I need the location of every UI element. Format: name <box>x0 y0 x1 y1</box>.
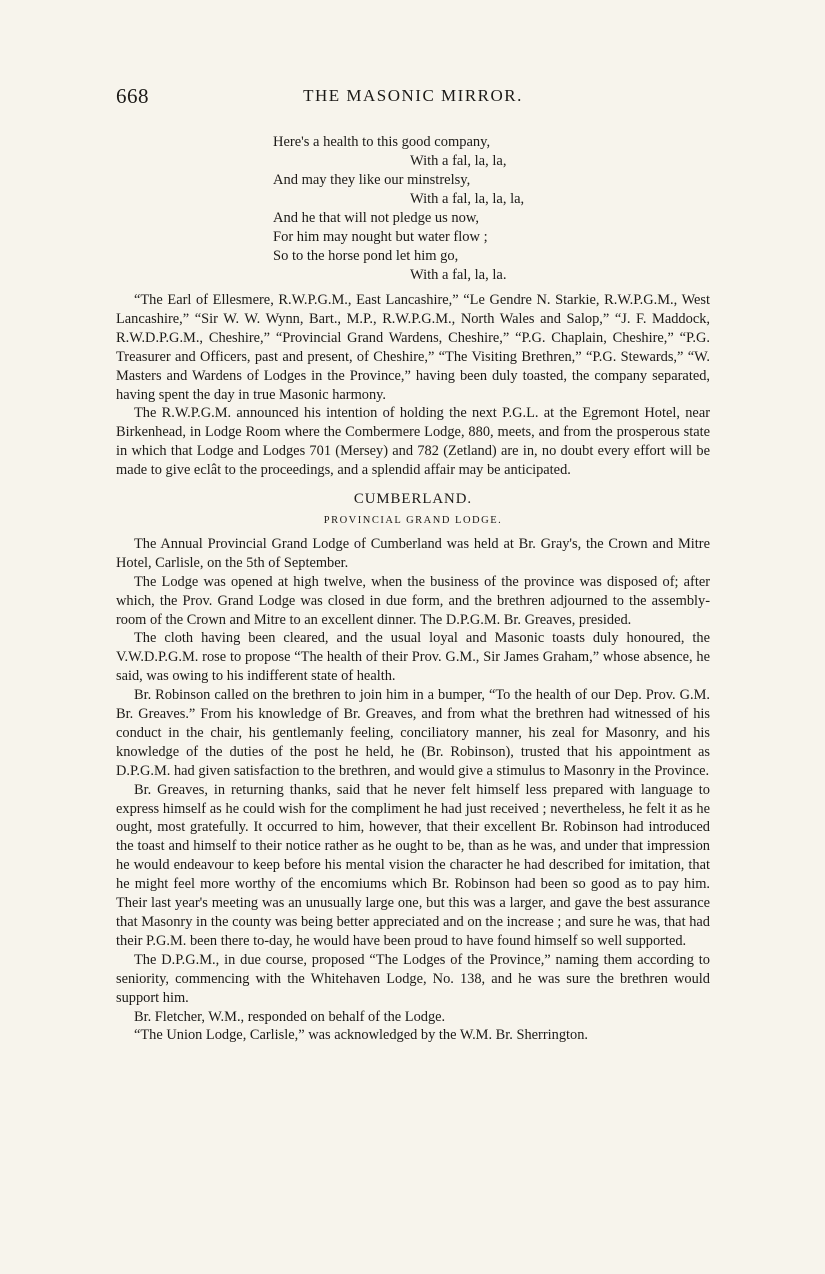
section-subheading: PROVINCIAL GRAND LODGE. <box>323 514 503 526</box>
page-header <box>116 84 710 114</box>
poem-line: So to the horse pond let him go, <box>273 248 459 264</box>
paragraph: Br. Greaves, in returning thanks, said that he never felt himself less prepared with language to express himself as he could wish for the compliment he had just received ; nevertheless, he felt it as he ought, most gratefully. It occurred to him, however, that their excellent Br. Robinson had introduced the toast and himself to their notice rather as he ought to be, than as he was, and under that impression he would endeavour to keep before his mental vision the character he had described for imitation, that he might feel more worthy of the encomiums which Br. Robinson had been so good as to pay him. Their last year's meeting was an unusually large one, but this was a larger, and gave the best assurance that Masonry in the county was being better appreciated and on the increase ; and sure he was, that had their P.G.M. been there to-day, he would have been proud to have found himself so well supported. <box>116 781 710 949</box>
poem-line: With a fal, la, la, la, <box>410 191 525 207</box>
poem-line: Here's a health to this good company, <box>273 134 491 150</box>
paragraph: The D.P.G.M., in due course, proposed “The Lodges of the Province,” naming them according to seniority, commencing with the Whitehaven Lodge, No. 138, and he was sure the brethren would support him. <box>116 951 710 1006</box>
paragraph: Br. Fletcher, W.M., responded on behalf of the Lodge. <box>134 1008 446 1025</box>
page-number: 668 <box>116 84 149 108</box>
poem-line: And may they like our minstrelsy, <box>273 172 471 188</box>
paragraph: The Lodge was opened at high twelve, when the business of the province was disposed of; after which, the Prov. Grand Lodge was closed in due form, and the brethren adjourned to the assembly-room of the Crown and Mitre to an excellent dinner. The D.P.G.M. Br. Greaves, presided. <box>116 573 710 628</box>
article-body <box>116 291 710 1045</box>
running-head: THE MASONIC MIRROR. <box>303 86 523 105</box>
paragraph-toasts: “The Earl of Ellesmere, R.W.P.G.M., East Lancashire,” “Le Gendre N. Starkie, R.W.P.G.M., West Lancashire,” “Sir W. W. Wynn, Bart., M.P., R.W.P.G.M., North Wales and Salop,” “J. F. Maddock, R.W.D.P.G.M., Cheshire,” “Provincial Grand Wardens, Cheshire,” “P.G. Chaplain, Cheshire,” “P.G. Treasurer and Officers, past and present, of Cheshire,” “The Visiting Brethren,” “P.G. Stewards,” “W. Masters and Wardens of Lodges in the Province,” having been duly toasted, the company separated, having spent the day in true Masonic harmony. <box>116 292 710 403</box>
paragraph: Br. Robinson called on the brethren to join him in a bumper, “To the health of our Dep. Prov. G.M. Br. Greaves.” From his knowledge of Br. Greaves, and from what the brethren had witnessed of his conduct in the chair, his gentlemanly feeling, conciliatory manner, his zeal for Masonry, and his knowledge of the duties of the post he held, he (Br. Robinson), trusted that his appointment as D.P.G.M. had given satisfaction to the brethren, and would give a stimulus to Masonry in the Province. <box>116 687 710 779</box>
poem-line: With a fal, la, la, <box>410 153 507 169</box>
paragraph: “The Union Lodge, Carlisle,” was acknowledged by the W.M. Br. Sherrington. <box>134 1027 589 1044</box>
poem-verse <box>273 133 593 285</box>
poem-line: For him may nought but water flow ; <box>273 229 488 245</box>
paragraph: The Annual Provincial Grand Lodge of Cumberland was held at Br. Gray's, the Crown and Mitre Hotel, Carlisle, on the 5th of September. <box>116 535 710 571</box>
section-heading: CUMBERLAND. <box>353 491 473 508</box>
poem-line: With a fal, la, la. <box>410 267 507 283</box>
paragraph-next-lodge: The R.W.P.G.M. announced his intention of holding the next P.G.L. at the Egremont Hotel, near Birkenhead, in Lodge Room where the Combermere Lodge, 880, meets, and from the prosperous state in which that Lodge and Lodges 701 (Mersey) and 782 (Zetland) are in, no doubt every effort will be made to give eclât to the proceedings, and a splendid affair may be anticipated. <box>116 405 710 479</box>
poem-line: And he that will not pledge us now, <box>273 210 480 226</box>
paragraph: The cloth having been cleared, and the usual loyal and Masonic toasts duly honoured, the V.W.D.P.G.M. rose to propose “The health of their Prov. G.M., Sir James Graham,” whose absence, he said, was owing to his indifferent state of health. <box>116 630 710 685</box>
